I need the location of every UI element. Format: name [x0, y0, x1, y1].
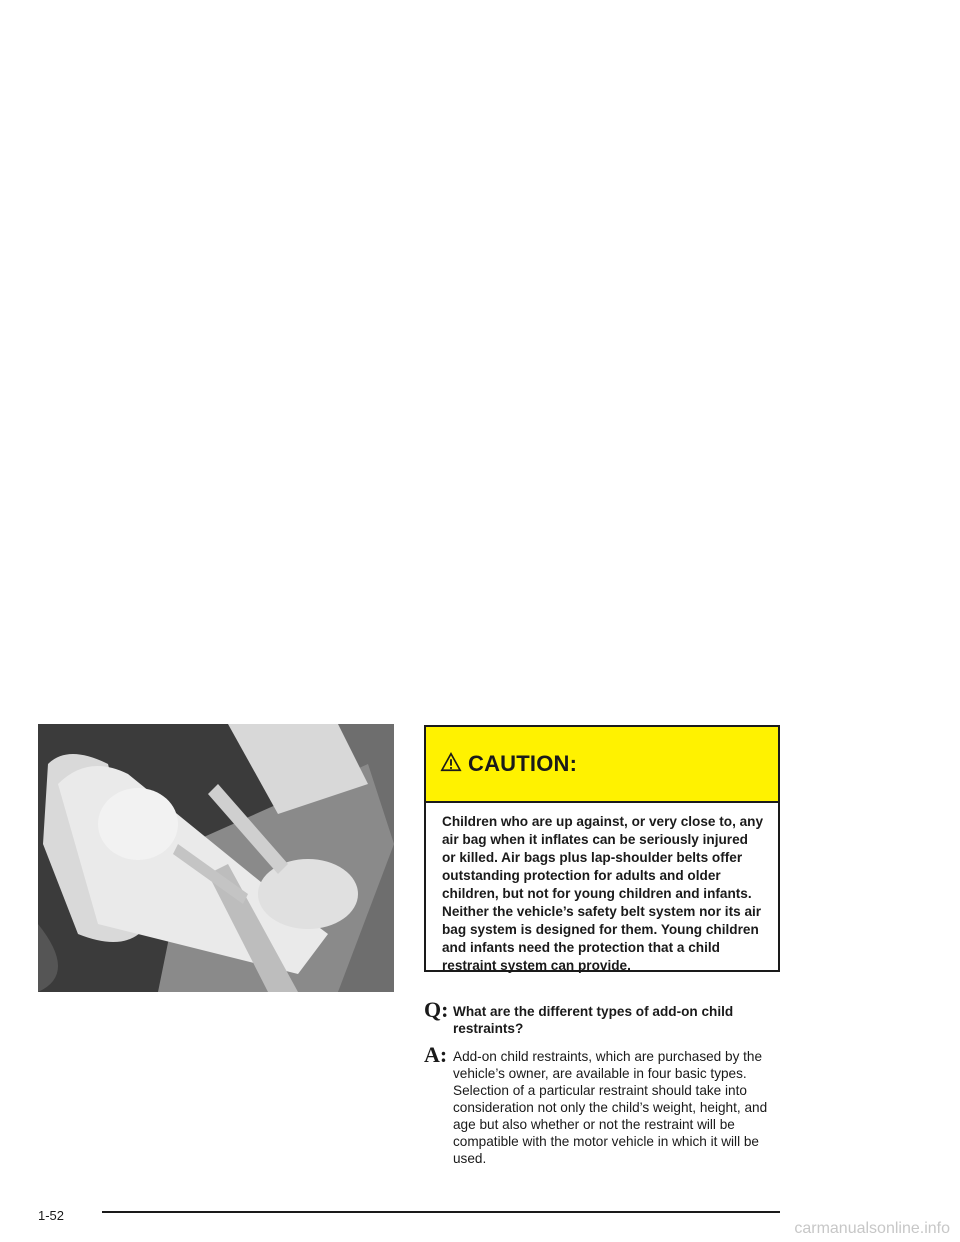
warning-triangle-icon [440, 751, 462, 773]
caution-label: CAUTION: [468, 751, 578, 776]
footer-rule [102, 1211, 780, 1213]
watermark: carmanualsonline.info [794, 1220, 950, 1237]
child-seat-illustration [38, 724, 394, 992]
answer-text: Add-on child restraints, which are purchased by the vehicle’s owner, are available in four basic types. Selection of a particular restraint should take into consideration not only the child’s weight, height, and age but also whether or not the restraint will be compatible with the motor vehicle in which it will be used. [453, 1049, 768, 1166]
caution-header [426, 727, 778, 803]
caution-box [424, 725, 780, 972]
answer-mark: A: [424, 1042, 448, 1067]
caution-text: Children who are up against, or very close to, any air bag when it inflates can be seriously injured or killed. Air bags plus lap-shoulder belts offer outstanding protection for adults and older children, but not for young children and infants. Neither the vehicle’s safety belt system nor its air bag system is designed for them. Young children and infants need the protection that a child restraint system can provide. [442, 814, 764, 973]
answer-block [424, 1042, 784, 1167]
question-mark: Q: [424, 997, 449, 1022]
question-text: What are the different types of add-on child restraints? [453, 1004, 734, 1036]
page-number: 1-52 [38, 1208, 65, 1223]
question-block [424, 997, 784, 1037]
